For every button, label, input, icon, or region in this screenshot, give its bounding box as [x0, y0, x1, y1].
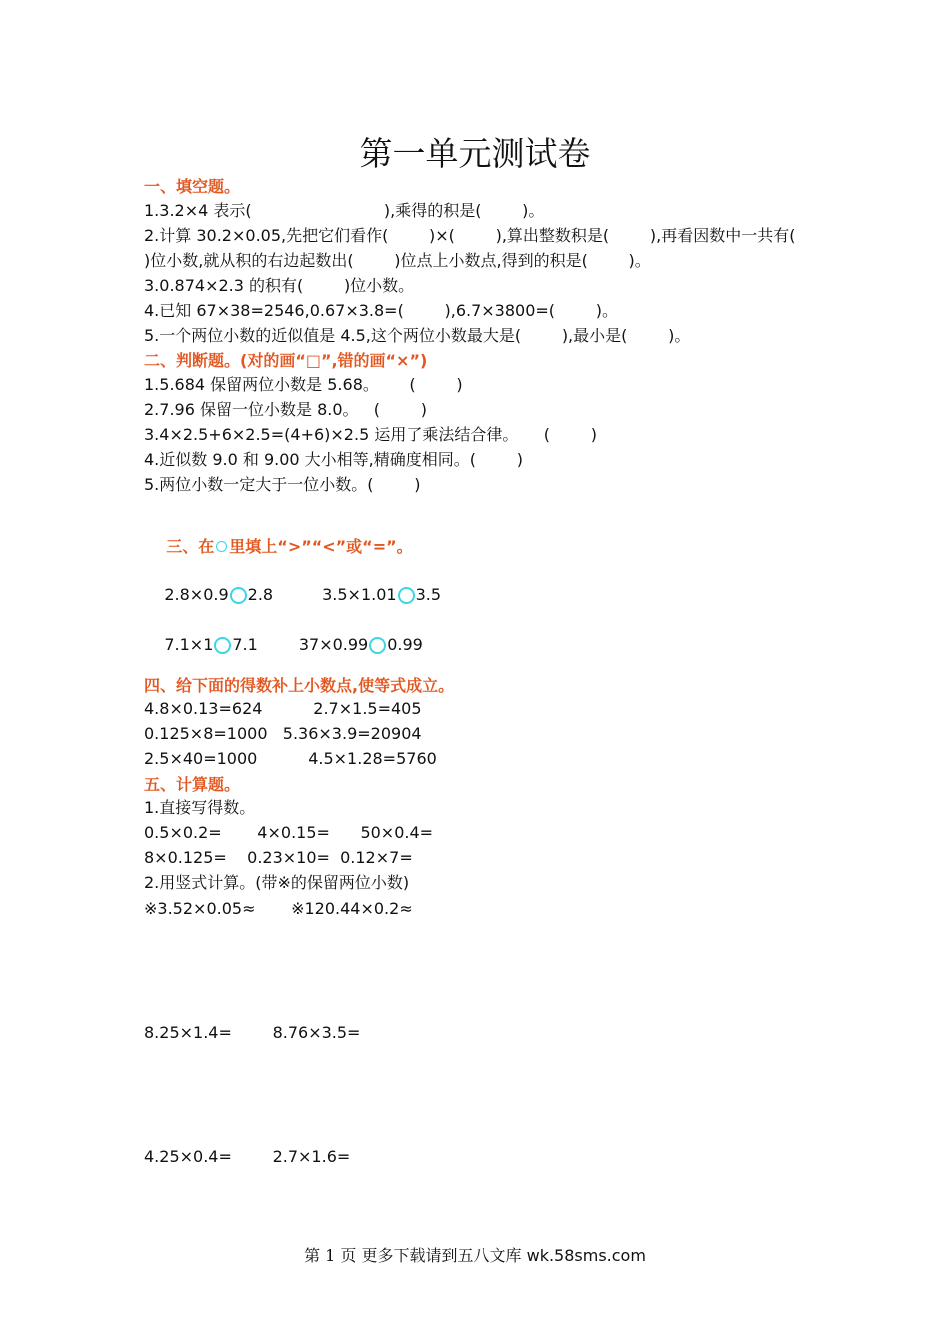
- calc-vertical-row-2: 8.25×1.4= 8.76×3.5=: [144, 1023, 361, 1042]
- decimal-row-2: 0.125×8=1000 5.36×3.9=20904: [144, 724, 422, 743]
- fill-question-3: 3.0.874×2.3 的积有( )位小数。: [144, 276, 415, 295]
- fill-question-2-line-2: )位小数,就从积的右边起数出( )位点上小数点,得到的积是( )。: [144, 251, 651, 270]
- compare-1-right: 2.8: [247, 585, 274, 604]
- footer-link[interactable]: wk.58sms.com: [526, 1246, 646, 1265]
- calc-part-1-label: 1.直接写得数。: [144, 798, 256, 817]
- judge-question-4: 4.近似数 9.0 和 9.00 大小相等,精确度相同。( ): [144, 450, 523, 469]
- compare-circle-1[interactable]: [230, 587, 247, 604]
- judge-question-1: 1.5.684 保留两位小数是 5.68。 ( ): [144, 375, 463, 394]
- compare-3-right: 7.1: [232, 635, 258, 654]
- section-5-heading: 五、计算题。: [144, 775, 241, 794]
- compare-1-left: 2.8×0.9: [164, 585, 229, 604]
- section-3-heading-suffix: 里填上“>”“<”或“=”。: [229, 537, 413, 556]
- fill-question-4: 4.已知 67×38=2546,0.67×3.8=( ),6.7×3800=( )。: [144, 301, 618, 320]
- calc-direct-row-2: 8×0.125= 0.23×10= 0.12×7=: [144, 848, 413, 867]
- compare-circle-4[interactable]: [369, 637, 386, 654]
- circle-icon: [216, 541, 227, 552]
- section-2-heading: 二、判断题。(对的画“□”,错的画“×”): [144, 351, 428, 370]
- compare-3-left: 7.1×1: [164, 635, 214, 654]
- judge-question-2: 2.7.96 保留一位小数是 8.0。 ( ): [144, 400, 427, 419]
- compare-circle-2[interactable]: [398, 587, 415, 604]
- calc-part-2-label: 2.用竖式计算。(带※的保留两位小数): [144, 873, 410, 892]
- page-footer: [0, 1243, 950, 1266]
- section-1-heading: 一、填空题。: [144, 177, 241, 196]
- fill-question-5: 5.一个两位小数的近似值是 4.5,这个两位小数最大是( ),最小是( )。: [144, 326, 691, 345]
- fill-question-2-line-1: 2.计算 30.2×0.05,先把它们看作( )×( ),算出整数积是( ),再看因数中一共有(: [144, 226, 796, 245]
- compare-row-2: [144, 615, 423, 675]
- compare-circle-3[interactable]: [214, 637, 231, 654]
- compare-2-left: 3.5×1.01: [322, 585, 397, 604]
- fill-question-1: 1.3.2×4 表示( ),乘得的积是( )。: [144, 201, 545, 220]
- decimal-row-1: 4.8×0.13=624 2.7×1.5=405: [144, 699, 422, 718]
- judge-question-5: 5.两位小数一定大于一位小数。( ): [144, 475, 421, 494]
- page-title: 第一单元测试卷: [359, 134, 591, 173]
- judge-question-3: 3.4×2.5+6×2.5=(4+6)×2.5 运用了乘法结合律。 ( ): [144, 425, 597, 444]
- section-3-heading-prefix: 三、在: [166, 537, 215, 556]
- calc-vertical-row-1: ※3.52×0.05≈ ※120.44×0.2≈: [144, 899, 413, 918]
- calc-direct-row-1: 0.5×0.2= 4×0.15= 50×0.4=: [144, 823, 434, 842]
- compare-4-left: 37×0.99: [298, 635, 369, 654]
- decimal-row-3: 2.5×40=1000 4.5×1.28=5760: [144, 749, 437, 768]
- section-4-heading: 四、给下面的得数补上小数点,使等式成立。: [144, 676, 455, 695]
- calc-vertical-row-3: 4.25×0.4= 2.7×1.6=: [144, 1147, 351, 1166]
- compare-4-right: 0.99: [387, 635, 423, 654]
- compare-2-right: 3.5: [415, 585, 442, 604]
- footer-text: 第 1 页 更多下载请到五八文库: [304, 1246, 527, 1265]
